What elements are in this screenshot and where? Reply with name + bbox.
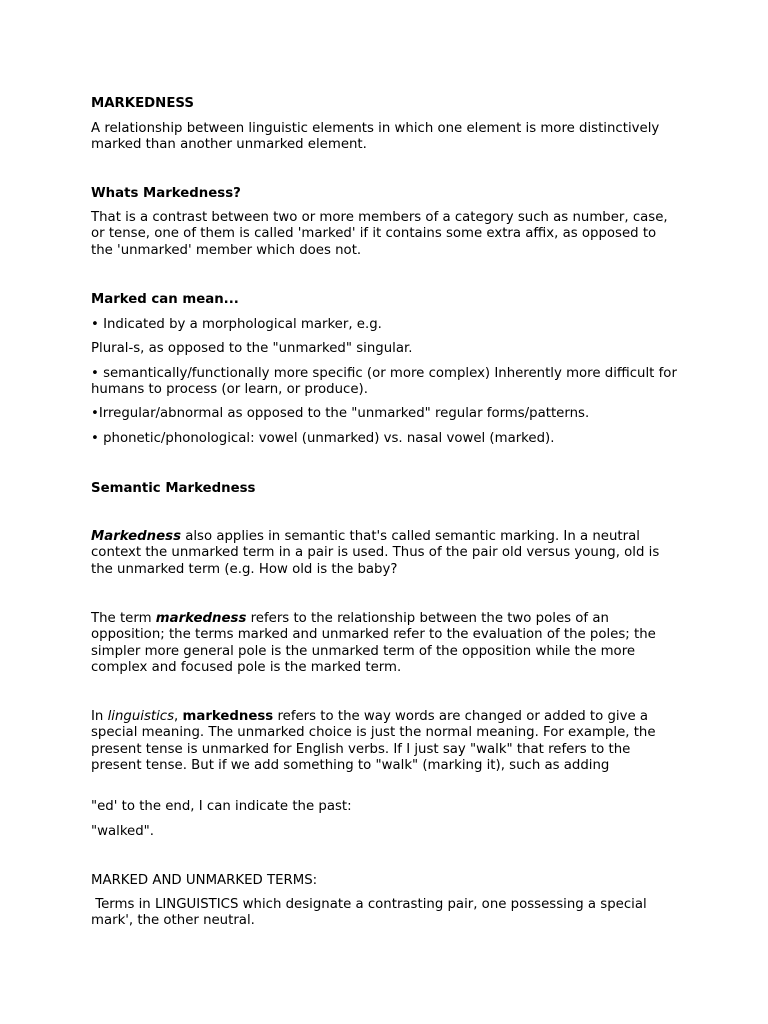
marked-can-mean-heading: Marked can mean... [91, 292, 239, 307]
term-markedness: markedness [155, 611, 247, 626]
paragraph-text: , [174, 709, 183, 724]
linguistics-paragraph [91, 709, 681, 775]
paragraph-text: refers to the way words are changed or added to give a special meaning. The unmarked choice is just the normal meaning. For example, the present tense is unmarked for English verbs. If I just say "walk" that refers to the present tense. But if we add something to "walk" (marking it), such as adding [91, 709, 656, 774]
bullet-irregular: •Irregular/abnormal as opposed to the "unmarked" regular forms/patterns. [91, 406, 590, 421]
past-tense-line: "ed' to the end, I can indicate the past: [91, 799, 352, 814]
bullet-morphological-continued: Plural-s, as opposed to the "unmarked" singular. [91, 341, 413, 356]
term-markedness: Markedness [91, 529, 181, 544]
semantic-paragraph-1 [91, 529, 681, 578]
terms-paragraph: Terms in LINGUISTICS which designate a contrasting pair, one possessing a special mark', the other neutral. [91, 897, 651, 929]
bullet-phonetic: • phonetic/phonological: vowel (unmarked) vs. nasal vowel (marked). [91, 431, 555, 446]
semantic-paragraph-2 [91, 611, 681, 677]
whats-markedness-heading: Whats Markedness? [91, 186, 241, 201]
paragraph-text: refers to the relationship between the two poles of an opposition; the terms marked and unmarked refer to the evaluation of the poles; the simpler more general pole is the unmarked term of the opposition while the more complex and focused pole is the marked term. [91, 611, 656, 676]
paragraph-text: also applies in semantic that's called semantic marking. In a neutral context the unmarked term in a pair is used. Thus of the pair old versus young, old is the unmarked term (e.g. How old is the baby? [91, 529, 660, 577]
intro-paragraph: A relationship between linguistic elements in which one element is more distinctively marked than another unmarked element. [91, 121, 660, 153]
definition-paragraph: That is a contrast between two or more members of a category such as number, case, or tense, one of them is called 'marked' if it contains some extra affix, as opposed to the 'unmarked' member which does not. [91, 210, 668, 258]
term-markedness: markedness [182, 709, 274, 724]
semantic-markedness-heading: Semantic Markedness [91, 481, 256, 496]
page-title: MARKEDNESS [91, 96, 194, 111]
walked-example: "walked". [91, 824, 155, 839]
term-linguistics: linguistics [107, 709, 175, 724]
bullet-semantic: • semantically/functionally more specific (or more complex) Inherently more difficult for humans to process (or learn, or produce). [91, 366, 677, 398]
marked-unmarked-terms-heading: MARKED AND UNMARKED TERMS: [91, 873, 318, 888]
bullet-morphological: • Indicated by a morphological marker, e.g. [91, 317, 382, 332]
paragraph-text: The term [91, 611, 156, 626]
paragraph-text: In [91, 709, 108, 724]
